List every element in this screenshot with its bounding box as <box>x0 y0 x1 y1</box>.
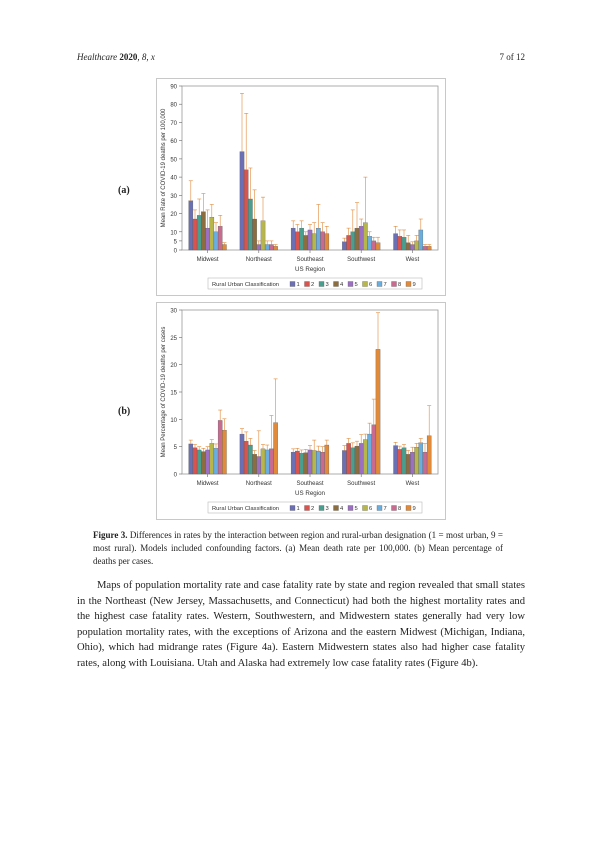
y-tick-label: 25 <box>170 335 177 342</box>
y-tick-label: 20 <box>170 363 177 370</box>
x-axis-label: US Region <box>295 266 325 273</box>
legend-swatch <box>305 506 310 511</box>
y-tick-label: 30 <box>170 308 177 315</box>
bar <box>193 448 197 474</box>
bar <box>419 443 423 474</box>
bar <box>189 444 193 474</box>
y-tick-label: 0 <box>173 472 177 479</box>
bar <box>415 447 419 474</box>
legend-label: 9 <box>412 506 416 512</box>
x-tick-label: Northeast <box>245 257 272 263</box>
y-tick-label: 15 <box>170 390 177 397</box>
bar <box>394 234 398 250</box>
legend-swatch <box>363 282 368 287</box>
legend-swatch <box>392 282 397 287</box>
bar <box>193 219 197 250</box>
legend-label: 6 <box>369 506 373 512</box>
x-tick-label: Northeast <box>245 481 272 487</box>
bar <box>269 449 273 474</box>
bar <box>316 228 320 250</box>
journal-suffix: x <box>150 52 155 62</box>
journal-year: 2020 <box>119 52 138 62</box>
chart-b <box>156 302 446 520</box>
caption-text: Differences in rates by the interaction between region and rural-urban designation (1 = most urban, 9 = most rural). Models included confounding factors. (a) Mean death rate per 100,000. (b) Mean percentage of deaths per cases. <box>93 530 503 566</box>
bar <box>423 246 427 250</box>
bar <box>406 243 410 250</box>
x-tick-label: Midwest <box>196 481 219 487</box>
journal-volume: 8 <box>141 52 147 62</box>
legend-swatch <box>290 282 295 287</box>
bar <box>197 450 201 474</box>
y-tick-label: 10 <box>170 417 177 424</box>
legend-label: 4 <box>340 282 344 288</box>
running-header-page: 7 of 12 <box>499 52 525 62</box>
bar <box>355 228 359 250</box>
bar <box>423 452 427 474</box>
bar <box>253 454 257 474</box>
legend-label: 2 <box>311 282 315 288</box>
bar <box>342 450 346 474</box>
y-tick-label: 0 <box>173 248 177 255</box>
bar <box>402 237 406 250</box>
bar <box>291 452 295 474</box>
legend-label: 8 <box>398 282 402 288</box>
bar <box>321 452 325 474</box>
bar <box>410 245 414 250</box>
legend-title: Rural Urban Classification <box>212 282 280 288</box>
bar <box>342 242 346 250</box>
bar <box>372 241 376 250</box>
bar <box>321 232 325 250</box>
bar <box>316 451 320 474</box>
running-header-journal: Healthcare 2020, 8, x <box>77 52 155 62</box>
y-tick-label: 20 <box>170 212 177 219</box>
y-tick-label: 90 <box>170 84 177 91</box>
legend-swatch <box>363 506 368 511</box>
journal-name: Healthcare <box>77 52 118 62</box>
bar <box>394 446 398 474</box>
legend-swatch <box>290 506 295 511</box>
bar <box>410 452 414 474</box>
bar <box>304 235 308 250</box>
bar <box>257 457 261 474</box>
legend-swatch <box>334 506 339 511</box>
bar <box>355 446 359 474</box>
chart-a-svg <box>156 78 446 296</box>
bar <box>359 226 363 250</box>
bar <box>261 449 265 474</box>
bar <box>406 454 410 474</box>
legend-swatch <box>319 282 324 287</box>
x-tick-label: West <box>405 481 420 487</box>
bar <box>218 420 222 474</box>
legend-label: 1 <box>296 506 300 512</box>
bar <box>269 245 273 250</box>
legend-label: 7 <box>383 506 387 512</box>
legend-swatch <box>348 506 353 511</box>
legend-swatch <box>334 282 339 287</box>
legend-swatch <box>392 506 397 511</box>
bar <box>244 170 248 250</box>
x-tick-label: Midwest <box>196 257 219 263</box>
legend-swatch <box>319 506 324 511</box>
bar <box>274 423 278 474</box>
legend-swatch <box>406 506 411 511</box>
x-tick-label: Southwest <box>347 257 376 263</box>
bar <box>189 201 193 250</box>
legend-swatch <box>377 282 382 287</box>
bar <box>308 450 312 474</box>
caption-label: Figure 3. <box>93 530 128 540</box>
bar <box>222 430 226 474</box>
bar <box>368 434 372 474</box>
bar <box>398 236 402 250</box>
y-tick-label: 30 <box>170 193 177 200</box>
legend-title: Rural Urban Classification <box>212 506 280 512</box>
bar <box>308 230 312 250</box>
bar <box>376 243 380 250</box>
legend-label: 2 <box>311 506 315 512</box>
y-axis-label: Mean Rate of COVID-19 deaths per 100,000 <box>161 108 167 228</box>
bar <box>210 217 214 250</box>
bar <box>427 436 431 474</box>
legend-swatch <box>348 282 353 287</box>
y-tick-label: 10 <box>170 230 177 237</box>
bar <box>363 440 367 474</box>
bar <box>325 445 329 474</box>
bar <box>372 425 376 474</box>
bar <box>240 434 244 474</box>
y-tick-label: 70 <box>170 120 177 127</box>
legend-swatch <box>377 506 382 511</box>
y-tick-label: 50 <box>170 157 177 164</box>
panel-label-b: (b) <box>118 406 131 417</box>
y-tick-label: 5 <box>173 239 177 246</box>
bar <box>300 228 304 250</box>
legend-label: 1 <box>296 282 300 288</box>
bar <box>240 152 244 250</box>
bar <box>253 219 257 250</box>
y-tick-label: 60 <box>170 139 177 146</box>
legend-label: 8 <box>398 506 402 512</box>
bar <box>274 246 278 250</box>
y-tick-label: 5 <box>173 445 177 452</box>
bar <box>248 445 252 474</box>
legend-label: 9 <box>412 282 416 288</box>
legend-swatch <box>406 282 411 287</box>
bar <box>300 453 304 474</box>
x-tick-label: West <box>405 257 420 263</box>
bar <box>265 245 269 250</box>
bar <box>295 232 299 250</box>
bar <box>201 452 205 474</box>
bar <box>419 230 423 250</box>
legend-label: 7 <box>383 282 387 288</box>
legend-swatch <box>305 282 310 287</box>
bar <box>257 245 261 250</box>
figure-caption <box>93 529 503 568</box>
bar <box>304 453 308 474</box>
bar <box>347 235 351 250</box>
bar <box>351 448 355 474</box>
bar <box>214 448 218 474</box>
bar <box>312 234 316 250</box>
legend-label: 3 <box>325 282 329 288</box>
bar <box>415 241 419 250</box>
bar <box>244 441 248 474</box>
y-tick-label: 80 <box>170 102 177 109</box>
bar <box>248 199 252 250</box>
legend-label: 4 <box>340 506 344 512</box>
bar <box>368 236 372 250</box>
bar <box>206 228 210 250</box>
x-tick-label: Southeast <box>296 257 324 263</box>
legend-label: 5 <box>354 282 358 288</box>
panel-label-a: (a) <box>118 185 130 196</box>
bar <box>261 221 265 250</box>
chart-b-svg <box>156 302 446 520</box>
bar <box>210 443 214 474</box>
bar <box>325 234 329 250</box>
bar <box>265 450 269 474</box>
bar <box>312 450 316 474</box>
legend-label: 6 <box>369 282 373 288</box>
bar <box>201 212 205 250</box>
y-tick-label: 40 <box>170 175 177 182</box>
bar <box>347 443 351 474</box>
bar <box>214 232 218 250</box>
x-tick-label: Southwest <box>347 481 376 487</box>
body-paragraph: Maps of population mortality rate and case fatality rate by state and region revealed that small states in the Northeast (New Jersey, Massachusetts, and Connecticut) had both the highest mortality rates and the highest case fatality rates. Western, Southwestern, and Midwestern states generally had very low population mortality rates, with the exceptions of Arizona and the eastern Midwest (Michigan, Indiana, Ohio), which had midrange rates (Figure 4a). Eastern Midwestern states also had higher case fatality rates, along with Louisiana. Utah and Alaska had extremely low case fatality rates (Figure 4b). <box>77 580 525 669</box>
y-axis-label: Mean Percentage of COVID-19 deaths per cases <box>161 326 167 458</box>
bar <box>427 246 431 250</box>
bar <box>363 223 367 250</box>
bar <box>218 226 222 250</box>
legend-label: 3 <box>325 506 329 512</box>
bar <box>402 448 406 474</box>
bar <box>359 443 363 474</box>
bar <box>351 232 355 250</box>
bar <box>206 450 210 474</box>
bar <box>222 245 226 250</box>
legend-label: 5 <box>354 506 358 512</box>
chart-a <box>156 78 446 296</box>
bar <box>291 228 295 250</box>
bar <box>197 215 201 250</box>
bar <box>398 449 402 474</box>
bar <box>376 349 380 474</box>
x-axis-label: US Region <box>295 490 325 497</box>
bar <box>295 451 299 474</box>
x-tick-label: Southeast <box>296 481 324 487</box>
